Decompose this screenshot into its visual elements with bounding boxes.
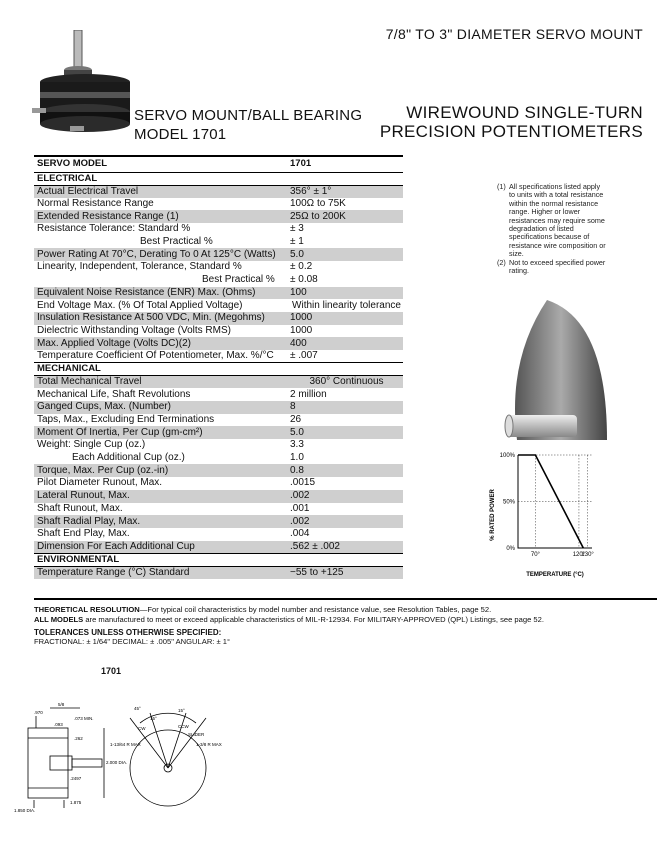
- chart-y-tick-label: 0%: [506, 546, 515, 552]
- table-row: Torque, Max. Per Cup (oz.-in) 0.8: [34, 464, 403, 477]
- table-row: Normal Resistance Range 100Ω to 75K: [37, 198, 346, 210]
- table-row: Each Additional Cup (oz.) 1.0: [72, 452, 304, 464]
- table-row: Temperature Coefficient Of Potentiometer, Max. %/°C ± .007: [37, 350, 318, 362]
- drawing-model-label: 1701: [101, 666, 122, 676]
- table-bottom-rule: [34, 598, 657, 600]
- spec-table: [34, 155, 403, 579]
- table-row: Total Mechanical Travel 360° Continuous: [34, 376, 403, 389]
- table-row: Insulation Resistance At 500 VDC, Min. (Megohms) 1000: [34, 312, 403, 325]
- dim-radius-2: 1-3/8 R MAX: [196, 742, 222, 747]
- dim-093: .093: [54, 722, 63, 727]
- main-title-line-2: PRECISION POTENTIOMETERS: [379, 122, 643, 141]
- chart-grid: [518, 455, 592, 548]
- dim-angle-15a: 15°: [150, 716, 157, 721]
- table-row: Temperature Range (°C) Standard −55 to +125: [34, 566, 403, 579]
- dim-1875: 1.875: [70, 800, 82, 805]
- tolerances-title: TOLERANCES UNLESS OTHERWISE SPECIFIED:: [34, 628, 222, 637]
- table-row: Mechanical Life, Shaft Revolutions 2 million: [37, 388, 327, 400]
- table-row: Resistance Tolerance: Standard % ± 3: [37, 223, 304, 235]
- table-row: Pilot Diameter Runout, Max. .0015: [37, 477, 316, 489]
- potentiometer-photo: [30, 30, 130, 140]
- col-value-header: 1701: [290, 156, 403, 172]
- dimension-drawing: [10, 688, 240, 818]
- table-row: End Voltage Max. (% Of Total Applied Voltage) Within linearity tolerance: [37, 299, 401, 311]
- label-slider: SLIDER: [188, 732, 205, 737]
- table-row: Weight: Single Cup (oz.) 3.3: [37, 439, 304, 451]
- notes: [34, 605, 634, 624]
- dim-970: .970: [34, 710, 43, 715]
- chart-x-tick-label: 70°: [530, 552, 540, 558]
- table-row: Power Rating At 70°C, Derating To 0 At 125°C (Watts) 5.0: [34, 248, 403, 261]
- tolerances-values: FRACTIONAL: ± 1/64" DECIMAL: ± .005" ANGULAR: ± 1°: [34, 637, 231, 646]
- section-environmental: ENVIRONMENTAL: [34, 553, 403, 566]
- note-theoretical: THEORETICAL RESOLUTION—For typical coil characteristics by model number and resistance value, see Resolution Tables, page 52.: [34, 605, 492, 614]
- chart-y-tick-label: 50%: [502, 499, 515, 506]
- table-row: Linearity, Independent, Tolerance, Standard % ± 0.2: [37, 261, 313, 273]
- product-subtitle: [134, 106, 362, 144]
- chart-y-tick-label: 100%: [499, 453, 515, 459]
- table-row: Shaft Radial Play, Max. .002: [34, 515, 403, 528]
- table-row: Equivalent Noise Resistance (ENR) Max. (Ohms) 100: [34, 287, 403, 300]
- table-row: Best Practical % ± 1: [140, 236, 304, 248]
- table-row: Moment Of Inertia, Per Cup (gm-cm²) 5.0: [34, 426, 403, 439]
- table-row: Best Practical % ± 0.08: [202, 274, 318, 286]
- derating-chart: [480, 440, 610, 580]
- table-row: Dimension For Each Additional Cup .562 ± .002: [34, 541, 403, 554]
- table-row: Actual Electrical Travel 356° ± 1°: [34, 185, 403, 198]
- range-title: 7/8" TO 3" DIAMETER SERVO MOUNT: [385, 26, 643, 42]
- section-mechanical: MECHANICAL: [34, 363, 403, 376]
- table-row: Shaft Runout, Max. .001: [37, 502, 310, 514]
- chart-x-tick-label: 130°: [581, 552, 594, 558]
- dim-262: .262: [74, 736, 83, 741]
- dim-angle-45: 45°: [134, 706, 141, 711]
- table-row: Extended Resistance Range (1) 25Ω to 200K: [34, 210, 403, 223]
- dim-073: .073 MIN.: [74, 716, 94, 721]
- table-row: Shaft End Play, Max. .004: [37, 528, 310, 540]
- label-cw: CW: [138, 726, 146, 731]
- shaft-photo: [497, 300, 607, 440]
- subtitle-line-2: MODEL 1701: [134, 126, 227, 143]
- table-row: Lateral Runout, Max. .002: [34, 490, 403, 503]
- dim-1850: 1.850 DIA.: [14, 808, 36, 813]
- table-row: Ganged Cups, Max. (Number) 8: [34, 401, 403, 414]
- main-title-line-1: WIREWOUND SINGLE-TURN: [406, 103, 643, 122]
- note-all-models: ALL MODELS are manufactured to meet or exceed applicable characteristics of MIL-R-12934. For MILITARY-APPROVED (QPL) Listings, see page 52.: [34, 614, 544, 624]
- footnote-1: (1) All specifications listed apply to units with a total resistance within the normal resistance range. Higher or lower resistances may require some degradation of listed specifications because of resistance wire composition or size.: [497, 182, 606, 259]
- dim-5-8: 5/8: [58, 702, 65, 707]
- main-title: [380, 103, 643, 141]
- chart-ylabel: % RATED POWER: [490, 489, 496, 541]
- chart-xlabel: TEMPERATURE (°C): [526, 572, 584, 578]
- footnotes: [497, 183, 607, 275]
- section-electrical: ELECTRICAL: [34, 172, 403, 185]
- dim-radius-1: 1-13/64 R MAX: [110, 742, 141, 747]
- col-model-header: SERVO MODEL: [34, 156, 290, 172]
- dim-angle-15b: 15°: [178, 708, 185, 713]
- table-row: Taps, Max., Excluding End Terminations 26: [37, 414, 302, 426]
- chart-x-tick-label: 120°: [572, 552, 586, 558]
- table-header-row: [34, 156, 403, 172]
- subtitle-line-1: SERVO MOUNT/BALL BEARING: [134, 107, 363, 124]
- dim-2497: .2497: [70, 776, 82, 781]
- table-row: Dielectric Withstanding Voltage (Volts RMS) 1000: [37, 324, 313, 336]
- label-ccw: CCW: [178, 724, 189, 729]
- footnote-2: (2) Not to exceed specified power rating.: [497, 257, 606, 276]
- dim-2000: 2.000 DIA.: [106, 760, 128, 765]
- table-row: Max. Applied Voltage (Volts DC)(2) 400: [34, 337, 403, 350]
